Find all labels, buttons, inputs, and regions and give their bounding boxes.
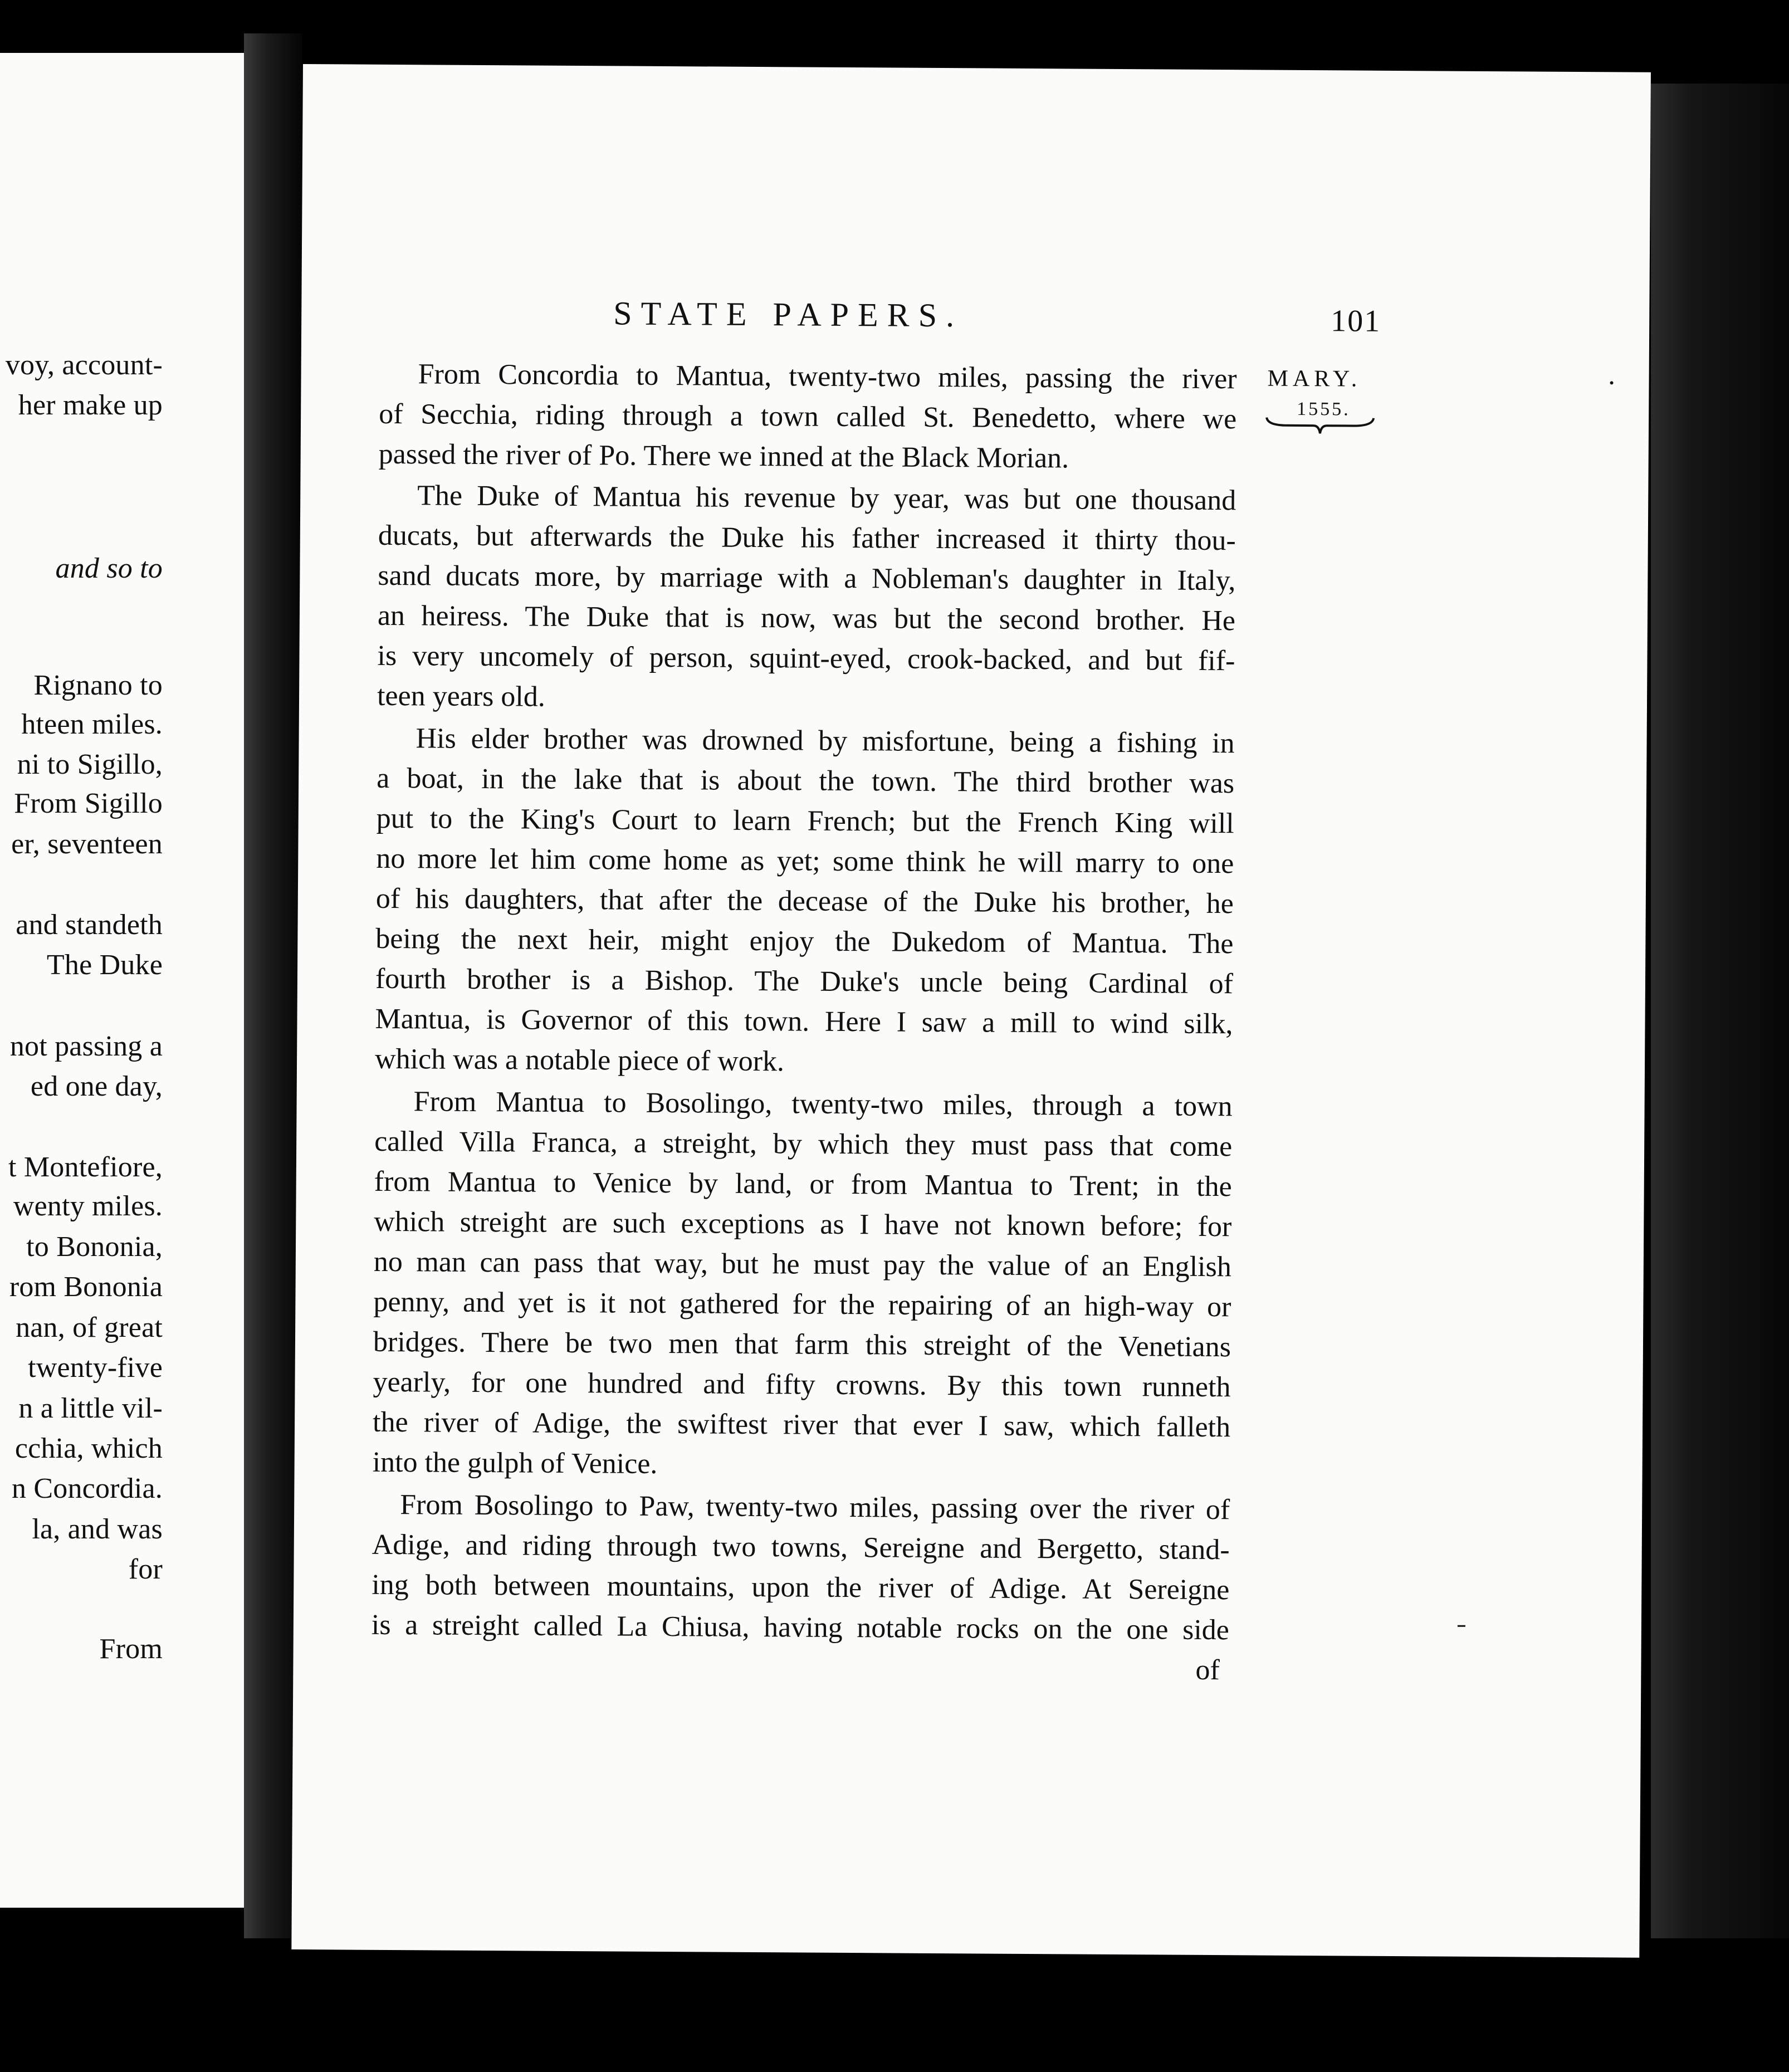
left-page-line: hteen miles.	[21, 708, 163, 740]
catchword: of	[1195, 1654, 1220, 1687]
left-page-line: twenty-five	[28, 1352, 163, 1384]
margin-note-name: MARY.	[1267, 365, 1362, 392]
left-facing-page	[0, 53, 244, 1908]
left-page-line: for	[128, 1553, 163, 1585]
left-page-line: From	[99, 1633, 163, 1665]
body-line: His elder brother was drowned by misfortune, being a fishing in	[416, 722, 1235, 760]
body-line: penny, and yet is it not gathered for the repairing of an high-way or	[373, 1286, 1231, 1323]
left-page-line: la, and was	[32, 1513, 163, 1545]
body-line: a boat, in the lake that is about the town. The third brother was	[376, 762, 1235, 800]
left-page-line: ed one day,	[30, 1071, 163, 1102]
body-line: is very uncomely of person, squint-eyed, crook-backed, and but fif-	[377, 639, 1235, 677]
left-page-line: and so to	[55, 553, 163, 584]
body-line: Adige, and riding through two towns, Sereigne and Bergetto, stand-	[372, 1528, 1230, 1566]
body-line: fourth brother is a Bishop. The Duke's uncle being Cardinal of	[375, 962, 1234, 1000]
body-line: From Mantua to Bosolingo, twenty-two miles, through a town	[413, 1086, 1233, 1123]
body-line: ing both between mountains, upon the river of Adige. At Sereigne	[372, 1568, 1230, 1606]
margin-note-year: 1555.	[1297, 398, 1351, 420]
left-page-line: t Montefiore,	[8, 1151, 163, 1183]
left-page-line: rom Bononia	[9, 1271, 163, 1303]
body-line: called Villa Franca, a streight, by which they must pass that come	[374, 1125, 1233, 1163]
body-line: from Mantua to Venice by land, or from Mantua to Trent; in the	[374, 1165, 1232, 1203]
scan-speck	[1610, 381, 1614, 384]
running-title: STATE PAPERS.	[613, 295, 964, 334]
left-page-line: nan, of great	[16, 1312, 163, 1343]
left-page-line: and standeth	[16, 909, 163, 941]
body-line: teen years old.	[377, 680, 546, 713]
body-line: no man can pass that way, but he must pay the value of an English	[373, 1245, 1232, 1283]
body-line: into the gulph of Venice.	[372, 1446, 658, 1480]
body-line: of his daughters, that after the decease of the Duke his brother, he	[375, 882, 1234, 920]
body-line: yearly, for one hundred and fifty crowns. By this town runneth	[373, 1366, 1231, 1404]
page-fore-edge-shadow	[1651, 84, 1789, 1938]
body-line: an heiress. The Duke that is now, was but the second brother. He	[377, 599, 1236, 637]
margin-brace-icon	[1264, 414, 1376, 437]
left-page-line: cchia, which	[14, 1433, 163, 1464]
left-page-line: The Duke	[46, 949, 163, 981]
body-line: which was a notable piece of work.	[374, 1043, 785, 1078]
body-line: The Duke of Mantua his revenue by year, was but one thousand	[417, 480, 1236, 517]
body-line: From Bosolingo to Paw, twenty-two miles, passing over the river of	[400, 1489, 1230, 1526]
body-line: the river of Adige, the swiftest river that ever I saw, which falleth	[372, 1406, 1231, 1444]
left-page-line: Rignano to	[33, 670, 163, 701]
body-line: is a streight called La Chiusa, having notable rocks on the one side	[371, 1609, 1230, 1646]
left-page-line: to Bononia,	[26, 1231, 163, 1263]
left-page-line: From Sigillo	[14, 788, 163, 819]
left-page-line: n Concordia.	[11, 1473, 163, 1504]
left-page-line: er, seventeen	[11, 828, 163, 860]
page-number: 101	[1331, 304, 1381, 339]
body-text	[371, 358, 1237, 1687]
left-page-line: not passing a	[9, 1030, 163, 1062]
body-line: sand ducats more, by marriage with a Nobleman's daughter in Italy,	[378, 559, 1236, 597]
scan-speck	[1458, 1625, 1465, 1627]
body-line: which streight are such exceptions as I have not known before; for	[374, 1205, 1232, 1243]
body-line: Mantua, is Governor of this town. Here I saw a mill to wind silk,	[375, 1003, 1233, 1040]
body-line: passed the river of Po. There we inned at the Black Morian.	[378, 438, 1069, 475]
left-page-line: her make up	[18, 389, 163, 421]
body-line: From Concordia to Mantua, twenty-two miles, passing the river	[418, 358, 1237, 395]
left-page-line: wenty miles.	[13, 1190, 163, 1222]
left-page-line: voy, account-	[5, 349, 163, 381]
body-line: bridges. There be two men that farm this streight of the Venetians	[373, 1326, 1231, 1364]
body-line: no more let him come home as yet; some think he will marry to one	[376, 842, 1234, 880]
document-page	[291, 64, 1651, 1958]
body-line: being the next heir, might enjoy the Dukedom of Mantua. The	[375, 922, 1234, 960]
left-page-line: n a little vil-	[18, 1392, 163, 1424]
body-line: ducats, but afterwards the Duke his father increased it thirty thou-	[378, 519, 1236, 557]
body-line: of Secchia, riding through a town called St. Benedetto, where we	[378, 398, 1237, 436]
left-page-line: ni to Sigillo,	[17, 749, 163, 780]
body-line: put to the King's Court to learn French; but the French King will	[376, 802, 1234, 840]
